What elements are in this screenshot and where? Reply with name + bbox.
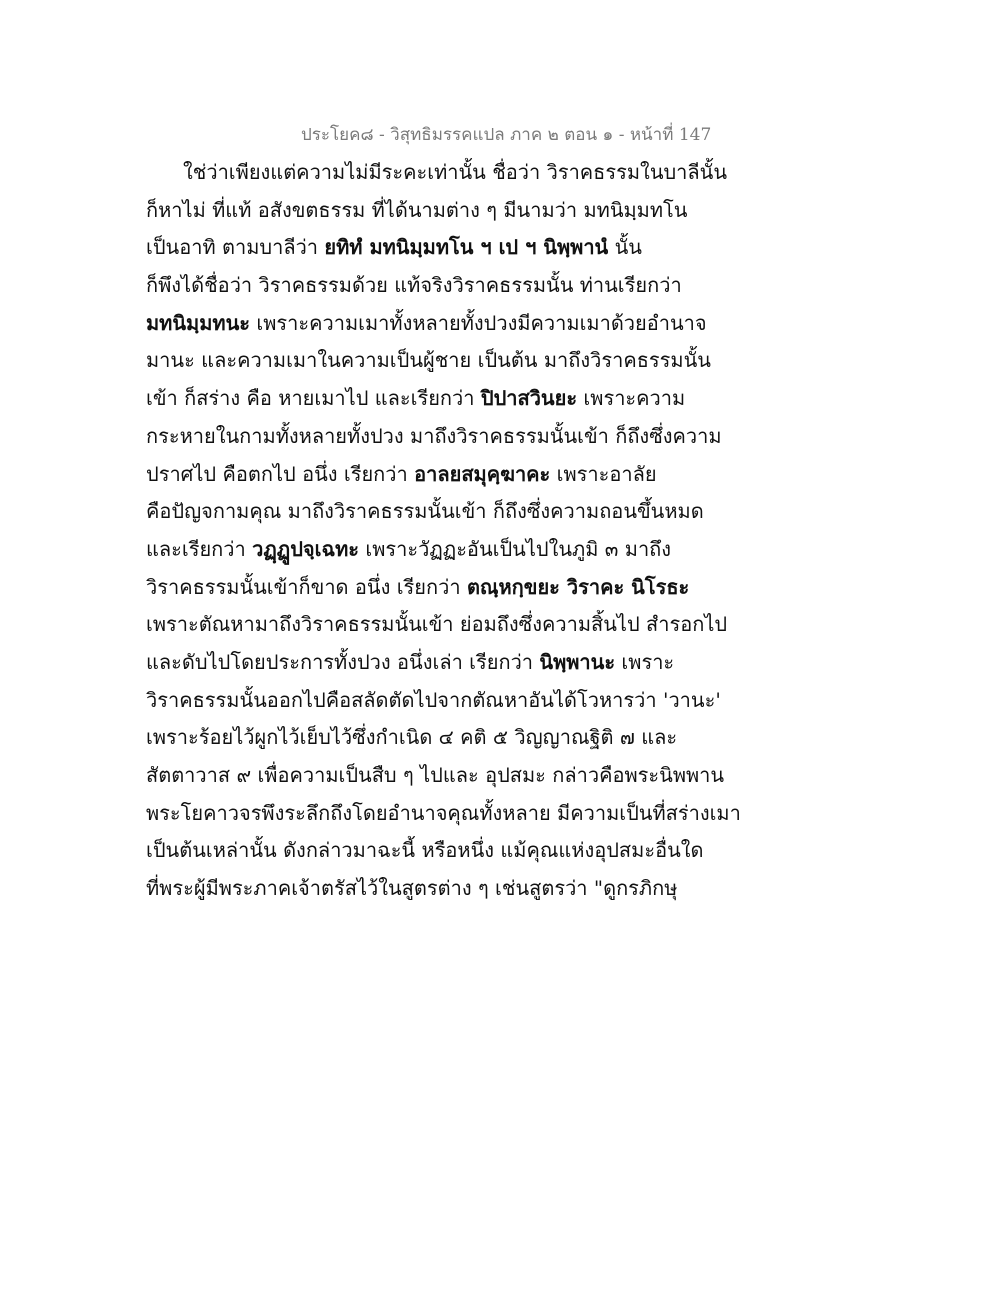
text-line (146, 682, 746, 720)
text-segment: เพราะตัณหามาถึงวิราคธรรมนั้นเข้า ย่อมถึงซึ่งความสิ้นไป สำรอกไป (146, 612, 728, 637)
text-segment: เข้า ก็สร่าง คือ หายเมาไป และเรียกว่า (146, 386, 481, 411)
text-segment: และเรียกว่า (146, 536, 253, 561)
text-segment: เพราะความเมาทั้งหลายทั้งปวงมีความเมาด้วยอำนาจ (250, 310, 707, 335)
text-line (146, 267, 746, 305)
text-line (146, 795, 746, 833)
text-segment: เพราะวัฏฏะอันเป็นไปในภูมิ ๓ มาถึง (359, 536, 672, 561)
text-segment: เพราะความ (577, 386, 686, 411)
pali-term: ตณฺหกฺขยะ วิราคะ นิโรธะ (466, 574, 690, 599)
text-segment: กระหายในกามทั้งหลายทั้งปวง มาถึงวิราคธรรมนั้นเข้า ก็ถึงซึ่งความ (146, 423, 722, 448)
pali-term: มทนิมฺมทนะ (146, 310, 251, 335)
text-segment: เพราะ (615, 649, 675, 674)
text-line (146, 154, 746, 192)
pali-term: ปิปาสวินยะ (480, 386, 578, 411)
text-line (146, 870, 746, 908)
text-segment: สัตตาวาส ๙ เพื่อความเป็นสืบ ๆ ไปและ อุปสมะ กล่าวคือพระนิพพาน (146, 763, 725, 787)
text-line (146, 229, 746, 267)
text-segment: ที่พระผู้มีพระภาคเจ้าตรัสไว้ในสูตรต่าง ๆ เช่นสูตรว่า "ดูกรภิกษุ (146, 876, 678, 901)
text-segment: เป็นต้นเหล่านั้น ดังกล่าวมาฉะนี้ หรือหนึ่ง แม้คุณแห่งอุปสมะอื่นใด (146, 838, 704, 863)
text-line (146, 305, 746, 343)
text-segment: เป็นอาทิ ตามบาลีว่า (146, 235, 325, 260)
pali-term: นิพฺพานะ (539, 649, 616, 674)
text-segment: เพราะอาลัย (550, 461, 657, 486)
pali-term: วฏฺฏูปจฺเฉทะ (252, 536, 360, 561)
text-segment: และดับไปโดยประการทั้งปวง อนึ่งเล่า เรียกว่า (146, 649, 540, 674)
text-segment: เพราะร้อยไว้ผูกไว้เย็บไว้ซึ่งกำเนิด ๔ คติ ๕ วิญญาณฐิติ ๗ และ (146, 725, 678, 750)
text-line (146, 456, 746, 494)
text-segment: ก็หาไม่ ที่แท้ อสังขตธรรม ที่ได้นามต่าง ๆ มีนามว่า มทนิมฺมทโน (146, 197, 688, 222)
text-line (146, 380, 746, 418)
text-line (146, 757, 746, 795)
text-line (146, 493, 746, 531)
text-segment: ก็พึงได้ชื่อว่า วิราคธรรมด้วย แท้จริงวิราคธรรมนั้น ท่านเรียกว่า (146, 273, 682, 298)
text-line (146, 569, 746, 607)
running-header: ประโยค๘ - วิสุทธิมรรคแปล ภาค ๒ ตอน ๑ - หน้าที่ 147 (301, 125, 712, 145)
pali-term: อาลยสมุคฺฆาคะ (414, 461, 551, 486)
text-segment: นั้น (608, 235, 642, 260)
text-segment: วิราคธรรมนั้นเข้าก็ขาด อนึ่ง เรียกว่า (146, 574, 467, 599)
text-line (146, 606, 746, 644)
text-line (146, 342, 746, 380)
text-segment: ใช่ว่าเพียงแต่ความไม่มีระคะเท่านั้น ชื่อว่า วิราคธรรมในบาลีนั้น (183, 160, 728, 184)
text-line (146, 192, 746, 230)
text-segment: พระโยคาวจรพึงระลึกถึงโดยอำนาจคุณทั้งหลาย มีความเป็นที่สร่างเมา (146, 800, 741, 825)
text-segment: วิราคธรรมนั้นออกไปคือสลัดตัดไปจากตัณหาอันได้โวหารว่า 'วานะ' (146, 687, 721, 712)
text-line (146, 719, 746, 757)
text-line (146, 531, 746, 569)
text-segment: คือปัญจกามคุณ มาถึงวิราคธรรมนั้นเข้า ก็ถึงซึ่งความถอนขึ้นหมด (146, 499, 704, 524)
text-segment: ปราศไป คือตกไป อนึ่ง เรียกว่า (146, 461, 415, 486)
text-segment: มานะ และความเมาในความเป็นผู้ชาย เป็นต้น มาถึงวิราคธรรมนั้น (146, 348, 711, 373)
pali-term: ยทิทํ มทนิมฺมทโน ฯ เป ฯ นิพฺพานํ (324, 235, 609, 260)
text-line (146, 418, 746, 456)
text-line (146, 644, 746, 682)
text-line (146, 832, 746, 870)
body-text (146, 154, 746, 908)
